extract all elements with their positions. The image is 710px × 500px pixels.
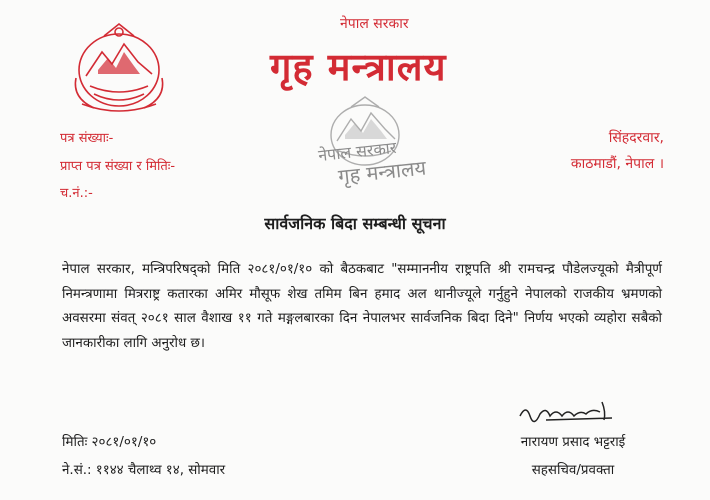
signature-icon (516, 398, 616, 426)
received-letter-label: प्राप्त पत्र संख्या र मितिः- (60, 159, 176, 174)
stamp-text-government: नेपाल सरकार (317, 137, 398, 166)
nepal-emblem-icon (64, 18, 174, 118)
signatory-title: सहसचिव/प्रवक्ता (531, 463, 615, 478)
address-line-2: काठमाडौं, नेपाल । (570, 156, 664, 172)
stamp-text-ministry: गृह मन्त्रालय (337, 155, 428, 189)
address-line-1: सिंहदरवार, (608, 130, 664, 146)
date-line: मितिः २०८१/०१/१० (62, 435, 157, 450)
ministry-title: गृह मन्त्रालय (270, 45, 447, 89)
letter-number-label: पत्र संख्याः- (60, 131, 114, 146)
nepal-sambat-date: ने.सं.: ११४४ चैलाथ्व १४, सोमवार (62, 463, 226, 478)
dispatch-number-label: च.नं.:- (60, 186, 93, 201)
signatory-name: नारायण प्रसाद भट्टराई (520, 435, 626, 450)
notice-body: नेपाल सरकार, मन्त्रिपरिषद्को मिति २०८१/०१/१० को बैठकबाट "सम्माननीय राष्ट्रपति श्री रामचन्द्र पौडेलज्यूको मैत्रीपूर्ण निमन्त्रणामा मित्रराष्ट्र कतारका अमिर मौसूफ शेख तमिम बिन हमाद अल थानीज्यूले गर्नुहुने नेपालको राजकीय भ्रमणको अवसरमा संवत् २०८१ साल वैशाख ११ गते मङ्गलबारका दिन नेपालभर सार्वजनिक बिदा दिने" निर्णय भएको व्यहोरा सबैको जानकारीका लागि अनुरोध छ। (62, 262, 662, 351)
government-label: नेपाल सरकार (340, 16, 409, 32)
notice-title: सार्वजनिक बिदा सम्बन्धी सूचना (264, 214, 446, 233)
